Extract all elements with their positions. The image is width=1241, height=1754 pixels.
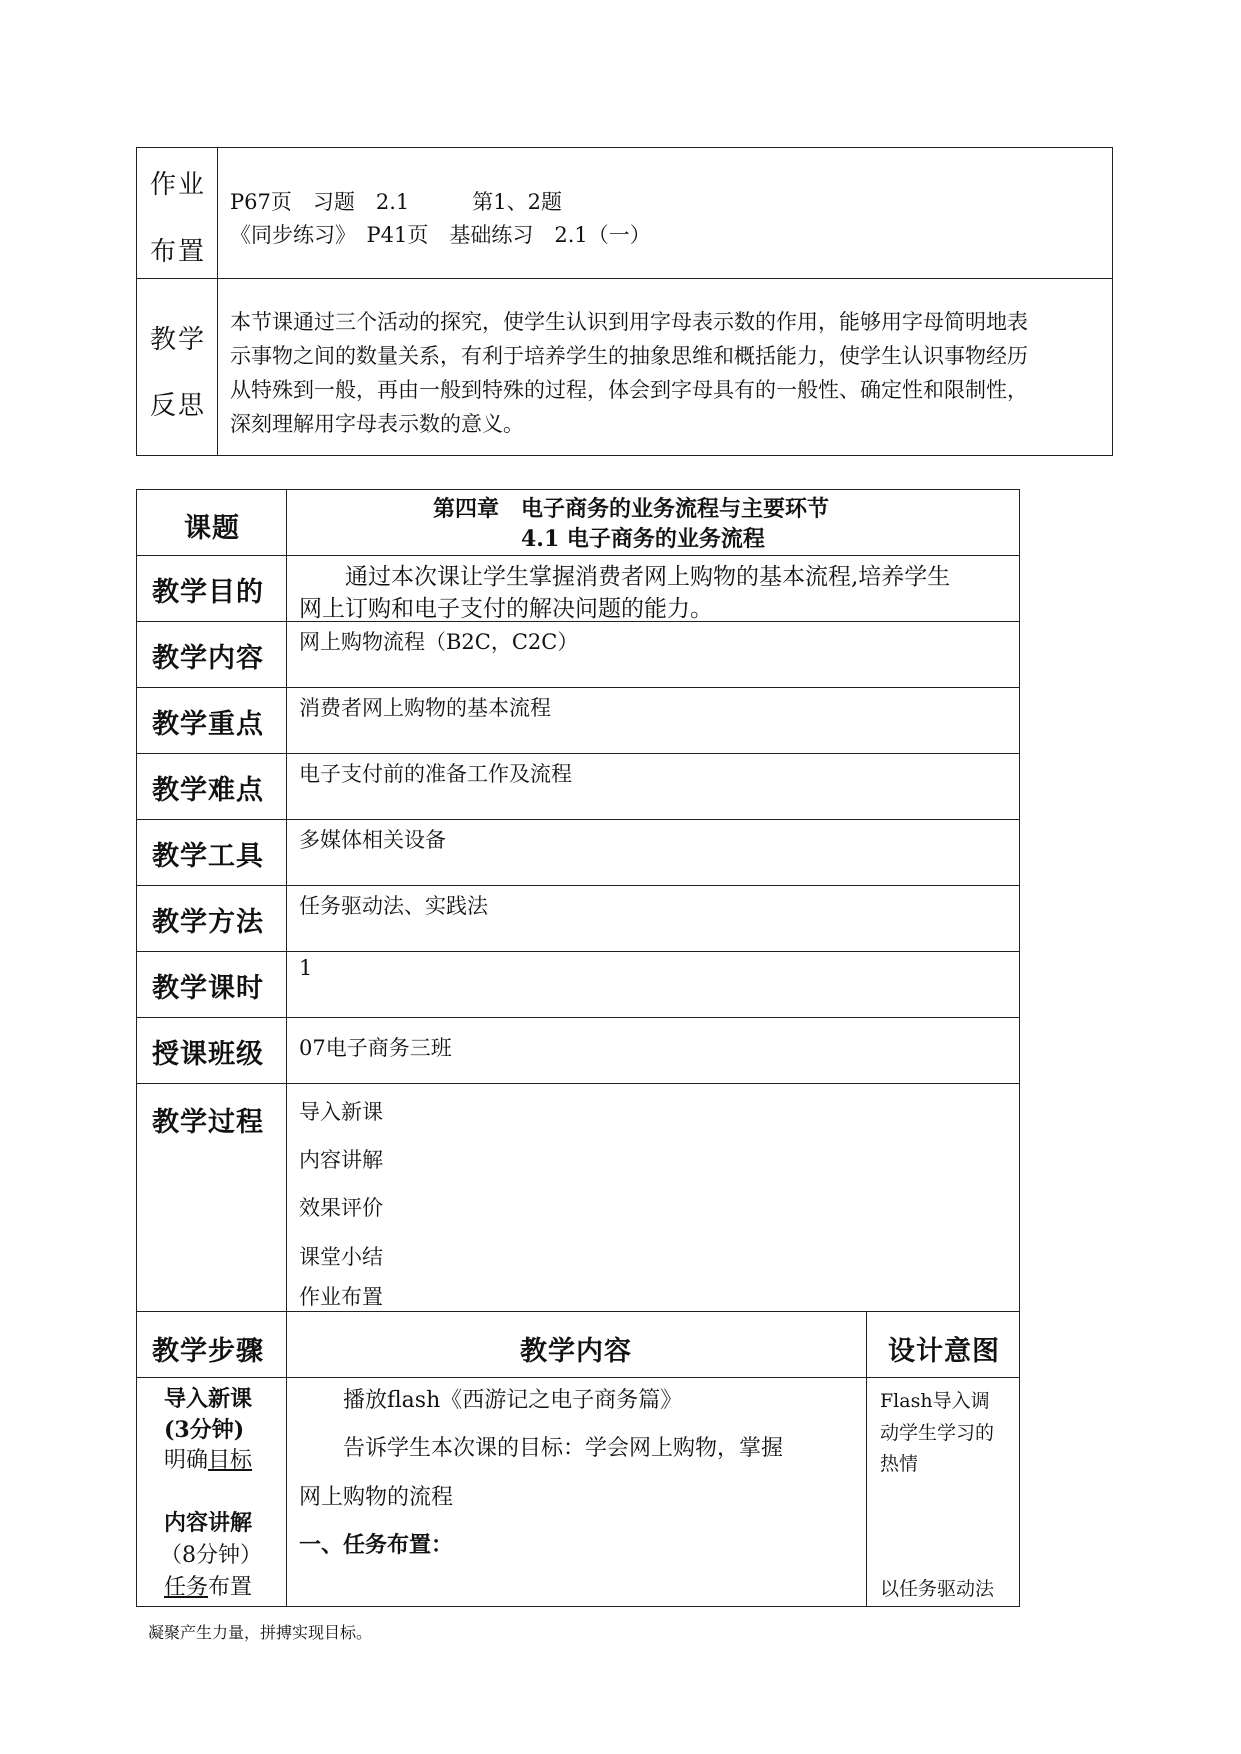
table-border xyxy=(1112,147,1113,456)
step-2-sub-a: 任务 xyxy=(164,1575,209,1600)
step-2-time: （8分钟） xyxy=(160,1543,262,1568)
content-value: 网上购物流程（B2C，C2C） xyxy=(299,630,579,654)
table-border xyxy=(136,555,1020,556)
homework-label-1: 作业 xyxy=(150,170,207,200)
table-border xyxy=(136,147,137,456)
homework-line-2: 《同步练习》 P41页 基础练习 2.1（一） xyxy=(230,223,651,247)
step-content-line-3: 网上购物的流程 xyxy=(299,1485,454,1510)
step-2-title: 内容讲解 xyxy=(164,1510,253,1536)
table-border xyxy=(136,1606,1020,1607)
step-2-sub xyxy=(164,1570,252,1601)
table-border xyxy=(136,687,1020,688)
reflection-line-1: 本节课通过三个活动的探究，使学生认识到用字母表示数的作用，能够用字母简明地表 xyxy=(230,310,1028,334)
step-1-sub xyxy=(164,1443,252,1474)
goal-line-2: 网上订购和电子支付的解决问题的能力。 xyxy=(299,596,713,622)
step-2-sub-b: 布置 xyxy=(208,1575,253,1600)
table-border xyxy=(136,753,1020,754)
intent-line-3: 热情 xyxy=(880,1453,919,1475)
step-1-title: 导入新课 xyxy=(164,1386,253,1412)
table-border xyxy=(136,951,1020,952)
process-item: 内容讲解 xyxy=(299,1148,383,1172)
step-content-line-2: 告诉学生本次课的目标：学会网上购物，掌握 xyxy=(299,1436,784,1461)
process-label: 教学过程 xyxy=(152,1107,264,1138)
key-point-label: 教学重点 xyxy=(152,709,264,740)
step-1-time: (3分钟) xyxy=(164,1417,245,1443)
hours-label: 教学课时 xyxy=(152,973,264,1004)
difficulty-label: 教学难点 xyxy=(152,775,264,806)
table-border xyxy=(866,1311,867,1607)
intent-line-2: 动学生学习的 xyxy=(880,1422,995,1444)
class-value: 07电子商务三班 xyxy=(299,1036,452,1060)
table-border xyxy=(136,489,1020,490)
key-point-value: 消费者网上购物的基本流程 xyxy=(299,696,551,720)
method-label: 教学方法 xyxy=(152,907,264,938)
steps-header: 教学步骤 xyxy=(152,1336,264,1367)
table-border xyxy=(136,819,1020,820)
class-label: 授课班级 xyxy=(152,1039,264,1070)
reflection-line-2: 示事物之间的数量关系，有利于培养学生的抽象思维和概括能力，使学生认识事物经历 xyxy=(230,344,1028,368)
tools-value: 多媒体相关设备 xyxy=(299,828,446,852)
process-item: 课堂小结 xyxy=(299,1245,383,1269)
reflection-line-4: 深刻理解用字母表示数的意义。 xyxy=(230,412,524,436)
process-item: 导入新课 xyxy=(299,1100,383,1124)
topic-label: 课题 xyxy=(184,513,240,544)
table-border xyxy=(1019,489,1020,1607)
table-border xyxy=(286,489,287,1607)
hours-value: 1 xyxy=(299,956,313,980)
table-border xyxy=(136,489,137,1607)
tools-label: 教学工具 xyxy=(152,841,264,872)
table-border xyxy=(136,147,1113,148)
table-border xyxy=(136,1017,1020,1018)
table-border xyxy=(217,147,218,456)
reflection-line-3: 从特殊到一般，再由一般到特殊的过程，体会到字母具有的一般性、确定性和限制性， xyxy=(230,378,1028,402)
intent-line-1: Flash导入调 xyxy=(880,1390,990,1412)
content-label: 教学内容 xyxy=(152,643,264,674)
process-item: 作业布置 xyxy=(299,1285,383,1309)
step-1-sub-a: 明确 xyxy=(164,1448,209,1473)
step-1-sub-b: 目标 xyxy=(208,1448,253,1473)
table-border xyxy=(136,885,1020,886)
homework-line-1: P67页 习题 2.1 第1、2题 xyxy=(230,190,562,214)
goal-label: 教学目的 xyxy=(152,577,264,608)
table-border xyxy=(136,1377,1020,1378)
goal-line-1: 通过本次课让学生掌握消费者网上购物的基本流程,培养学生 xyxy=(299,564,951,590)
content-header: 教学内容 xyxy=(520,1336,632,1367)
reflection-label-1: 教学 xyxy=(150,325,207,355)
footer-motto: 凝聚产生力量，拼搏实现目标。 xyxy=(148,1623,373,1642)
topic-title-line-2: 4.1 电子商务的业务流程 xyxy=(521,526,765,552)
intent-line-4: 以任务驱动法 xyxy=(880,1578,995,1600)
homework-label-2: 布置 xyxy=(150,237,207,267)
table-border xyxy=(136,1083,1020,1084)
method-value: 任务驱动法、实践法 xyxy=(299,894,488,918)
table-border xyxy=(136,278,1113,279)
table-border xyxy=(136,455,1113,456)
process-item: 效果评价 xyxy=(299,1196,383,1220)
reflection-label-2: 反思 xyxy=(150,391,207,421)
table-border xyxy=(136,1311,1020,1312)
difficulty-value: 电子支付前的准备工作及流程 xyxy=(299,762,572,786)
step-content-line-1: 播放flash《西游记之电子商务篇》 xyxy=(299,1388,683,1413)
intent-header: 设计意图 xyxy=(888,1336,1000,1367)
step-content-line-4: 一、任务布置： xyxy=(299,1532,454,1558)
topic-title-line-1: 第四章 电子商务的业务流程与主要环节 xyxy=(433,496,830,522)
